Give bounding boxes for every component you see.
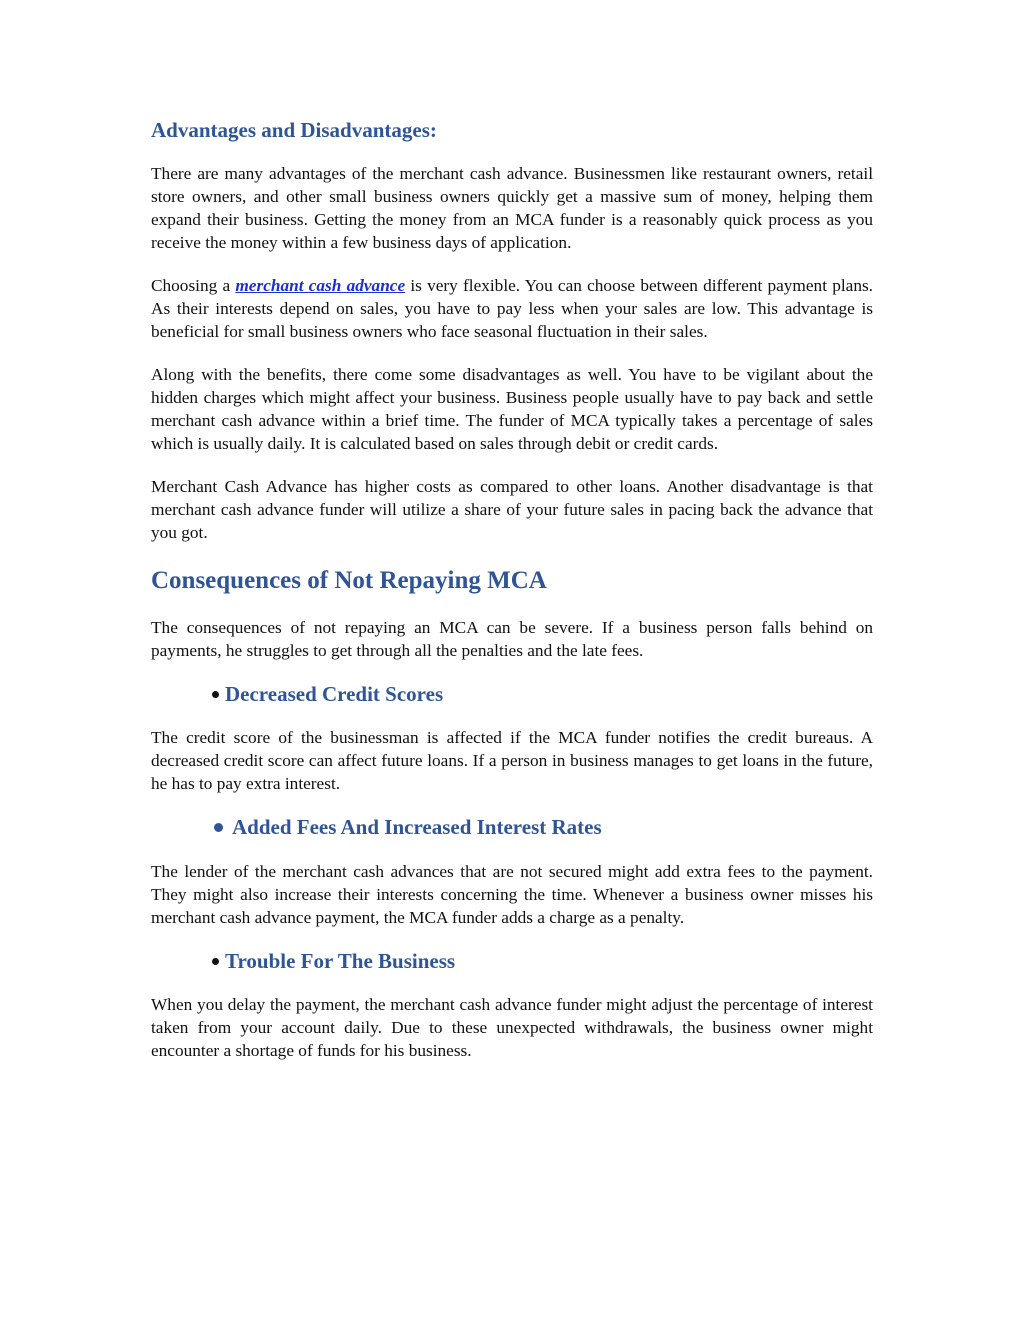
paragraph-text-after-link: is very flexible. You can choose between different payment plans. As their interests depend on sales, you have to pay less when your sales are low. This advantage is beneficial for small business owners who face seasonal fluctuation in their sales. — [151, 276, 873, 342]
bullet-heading-added-fees — [151, 815, 873, 840]
bullet-heading-credit-scores — [151, 682, 873, 707]
paragraph-advantages-2 — [151, 274, 873, 343]
bullet-icon — [212, 691, 219, 698]
section-heading-consequences: Consequences of Not Repaying MCA — [151, 567, 547, 595]
section-heading-advantages: Advantages and Disadvantages: — [151, 118, 437, 142]
bullet-heading-label: Decreased Credit Scores — [225, 682, 444, 707]
bullet-icon — [214, 823, 223, 832]
bullet-heading-label: Trouble For The Business — [225, 948, 456, 973]
paragraph-consequences-intro: The consequences of not repaying an MCA can be severe. If a business person falls behind on payments, he struggles to get through all the penalties and the late fees. — [151, 618, 873, 661]
paragraph-trouble-business: When you delay the payment, the merchant cash advance funder might adjust the percentage of interest taken from your account daily. Due to these unexpected withdrawals, the business owner might encounter a shortage of funds for his business. — [151, 994, 873, 1060]
bullet-icon — [212, 958, 219, 965]
paragraph-added-fees: The lender of the merchant cash advances that are not secured might add extra fees to the payment. They might also increase their interests concerning the time. Whenever a business owner misses his merchant cash advance payment, the MCA funder adds a charge as a penalty. — [151, 861, 873, 927]
paragraph-disadvantages-2: Merchant Cash Advance has higher costs as compared to other loans. Another disadvantage is that merchant cash advance funder will utilize a share of your future sales in pacing back the advance that you got. — [151, 477, 873, 543]
document-page — [151, 118, 873, 1082]
paragraph-text-before-link: Choosing a — [151, 276, 236, 296]
bullet-heading-label: Added Fees And Increased Interest Rates — [232, 815, 602, 840]
merchant-cash-advance-link[interactable]: merchant cash advance — [235, 276, 406, 296]
bullet-heading-trouble-business — [151, 949, 873, 974]
paragraph-disadvantages-1: Along with the benefits, there come some disadvantages as well. You have to be vigilant about the hidden charges which might affect your business. Business people usually have to pay back and settle merchant cash advance within a brief time. The funder of MCA typically takes a percentage of sales which is usually daily. It is calculated based on sales through debit or credit cards. — [151, 365, 873, 454]
paragraph-advantages-1: There are many advantages of the merchant cash advance. Businessmen like restaurant owners, retail store owners, and other small business owners quickly get a massive sum of money, helping them expand their business. Getting the money from an MCA funder is a reasonably quick process as you receive the money within a few business days of application. — [151, 164, 873, 253]
paragraph-credit-scores: The credit score of the businessman is affected if the MCA funder notifies the credit bureaus. A decreased credit score can affect future loans. If a person in business manages to get loans in the future, he has to pay extra interest. — [151, 728, 873, 794]
